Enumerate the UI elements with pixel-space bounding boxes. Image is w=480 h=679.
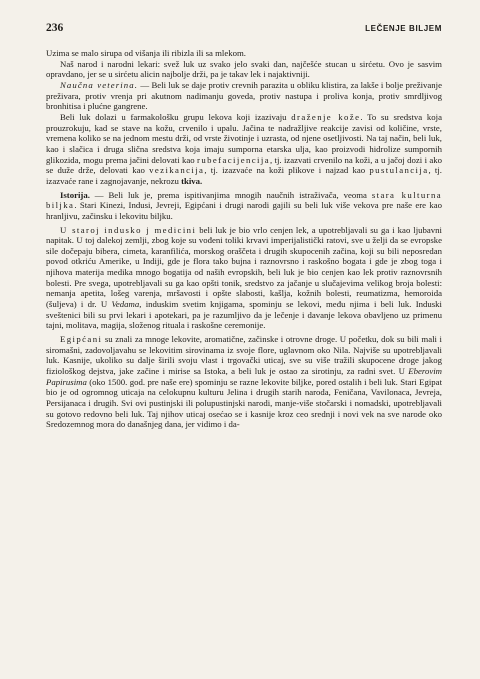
paragraph-veterinary: Naučna veterina. — Beli luk se daje protiv crevnih parazita u obliku klistira, za lakše i bolje preživanje preživara, protiv vrenja pri akutnom nadimanju goveda, protiv nastupa i proliva konja, protiv smrdljivog bronhitisa i plućne gangrene. [46,79,442,112]
work-vedas: Vedama [111,299,140,310]
paragraph-folk-medicine: Naš narod i narodni lekari: svež luk uz svako jelo svaki dan, najčešće stucan u sirćetu. Ovo je sasvim opravdano, jer se u sirćetu alicin najbolje drži, pa je takav lek i najaktivniji. [46,58,442,80]
term-pustulants: pustulancija [369,165,429,176]
term-egyptians: Egipćani [60,334,103,345]
page-body [46,48,442,430]
term-tissue: tkiva. [181,175,203,186]
paragraph-dosage: Uzima se malo sirupa od višanja ili ribizla ili sa mlekom. [46,48,246,58]
paragraph-egyptians: Egipćani su znali za mnoge lekovite, aromatične, začinske i otrovne droge. U početku, dok su bili mali i siromašni, zadovoljavahu se lekovitim sirovinama iz svoje flore, uglavnom oko Nila. Najviše su upotrebljavali luk. Kasnije, ukoliko su dalje širili svoju vlast i trgovački uticaj, sve su više tražili skupocene droge jakog fiziološkog dejstva, jake začine i mirise sa Istoka, a beli luk je ostao za sirotinju, za radni svet. U Eberovim Papirusima (oko 1500. god. pre naše ere) spominju se razne lekovite biljke, pored ostalih i beli luk. Stari Egipat bio je od ogromnog uticaja na celokupnu kulturu Jelina i drugih starih naroda, Feničana, Vavilonaca, Jevreja, Persijanaca i drugih. Svi ovi pustinjski ili polupustinjski narodi, manje-više stočarski i nomadski, upotrebljavali su gotovo redovno beli luk. Taj njihov uticaj osećao se i kasnije kroz ceo srednji i novi vek na sve narode oko Sredozemnog mora do današnjeg dana, jer vidimo i da- [46,334,442,430]
term-vesicants: vezikancija [149,165,205,176]
running-head: LEČENJE BILJEM [365,24,442,33]
paragraph-indian-medicine: U staroj indusko j medicini beli luk je bio vrlo cenjen lek, a upotrebljavali su ga i kao ljubavni napitak. U toj dalekoj zemlji, zbog koje su vođeni toliki krvavi imperijalistički ratovi, sve u želji da se evropske sile dočepaju bibera, cimeta, karanfilića, morskog oraščeta i drugih skupocenih začina, koji su bili neposredan povod otkriću Amerike, u Indiji, gde je flora tako bujna i raznovrsno i raskošno bogata i gde je zbog toga i njihova materija medika mnogo bogatija od naših evropskih, beli luk je bio cenjen kao lek protiv raznovrsnih bolesti. Pre svega, upotrebljavali su ga kao opšti tonik, sredstvo za jačanje u slučajevima velikog broja bolesti: nemanja apetita, lošeg varenja, mršavosti i opšte slabosti, kašlja, kožnih bolesti, reumatizma, hemoroida (šuljeva) i dr. U Vedama, induskim svetim knjigama, spominju se lekovi, među njima i beli luk. Induski sveštenici bili su prvi lekari i apotekari, pa je razumljivo da je lečenje i davanje lekova obavljeno uz primenu tajni, molitava, magija, složenog rituala i raskošne ceremonije. [46,224,442,331]
page-header [46,22,442,38]
paragraph-history: Istorija. — Beli luk je, prema ispitivanjima mnogih naučnih istraživača, veoma stara kulturna biljka. Stari Kinezi, Indusi, Jevreji, Egipćani i drugi narodi gajili su beli luk više vekova pre naše ere kao hranljivu, začinsku i lekovitu biljku. [46,189,442,221]
page-number: 236 [46,22,64,34]
term-old-crop: stara kulturna biljka [46,189,442,211]
veterinary-term: Naučna veterina. [60,79,139,90]
term-rubefacients: rubefacijencija [197,154,270,165]
history-heading: Istorija. [60,189,90,200]
term-skin-irritation: draženje kože [291,111,361,122]
term-indian-medicine: U staroj indusko j medicini [60,224,197,235]
paragraph-pharmacology: Beli luk dolazi u farmakološku grupu lekova koji izazivaju draženje kože. To su sredstva koja prouzrokuju, kad se stave na kožu, crvenilo i upalu. Jačina te nadražljive reakcije zavisi od količine, vrste, vremena koliko se na jednom mestu drži, od vrste životinje i uzrasta, od njene osetljivosti. Na taj način, beli luk, kao i slačica i druga slična sredstva koja imaju sumporna etarska ulja, kao proizvodi hidrolize sumpornih glikozida, mogu prema jačini delovati kao rubefacijencija, tj. izazvati crvenilo na koži, a u jačoj dozi i ako se duže drže, delovati kao vezikancija, tj. izazvaće na koži plikove i najzad kao pustulancija, tj. izazvaće rane i zagnojavanje, nekrozu tkiva. [46,111,443,186]
work-ebers-papyrus: Eberovim Papirusima [46,366,442,387]
